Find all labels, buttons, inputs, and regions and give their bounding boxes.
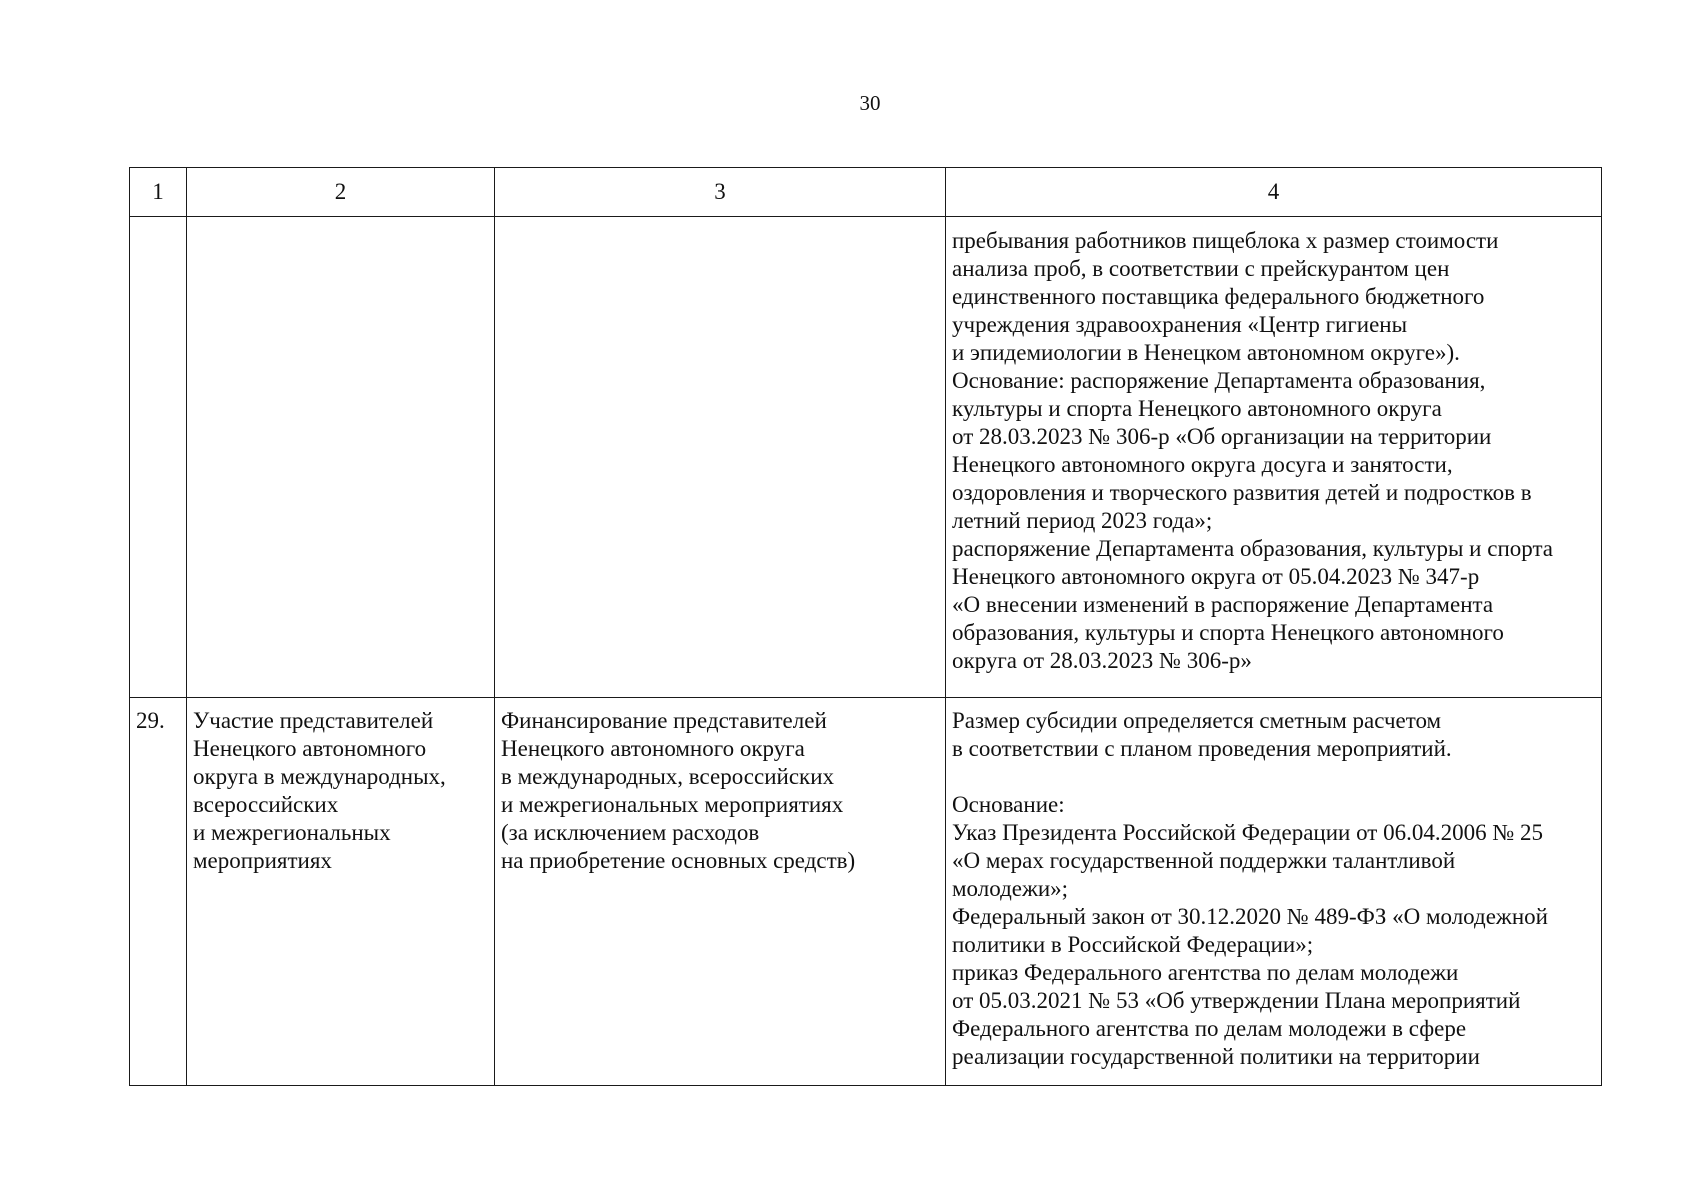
basis-text-line: от 05.03.2021 № 53 «Об утверждении Плана мероприятий bbox=[952, 988, 1521, 1013]
measure-name-line: Участие представителей bbox=[193, 708, 434, 733]
basis-cell bbox=[946, 217, 1602, 698]
basis-text-line: образования, культуры и спорта Ненецкого автономного bbox=[952, 620, 1504, 645]
basis-text-line: Основание: bbox=[952, 792, 1065, 817]
table-header-row bbox=[130, 168, 1602, 217]
measure-name-cell bbox=[187, 698, 495, 1086]
basis-text-line: единственного поставщика федерального бюджетного bbox=[952, 284, 1485, 309]
basis-text-line: распоряжение Департамента образования, культуры и спорта bbox=[952, 536, 1553, 561]
subsidy-text-line: в соответствии с планом проведения мероприятий. bbox=[952, 736, 1452, 761]
subsidy-text-line: Размер субсидии определяется сметным расчетом bbox=[952, 708, 1442, 733]
measure-direction-line: на приобретение основных средств) bbox=[501, 848, 856, 873]
basis-text-line: Указ Президента Российской Федерации от 06.04.2006 № 25 bbox=[952, 820, 1544, 845]
basis-text-line: и эпидемиологии в Ненецком автономном округе»). bbox=[952, 340, 1460, 365]
measure-name-line: Ненецкого автономного bbox=[193, 736, 427, 761]
row-number-cell: 29. bbox=[130, 698, 187, 1086]
basis-text-line: политики в Российской Федерации»; bbox=[952, 932, 1314, 957]
basis-text-line: Ненецкого автономного округа досуга и занятости, bbox=[952, 452, 1453, 477]
header-col-3: 3 bbox=[495, 168, 946, 217]
measure-direction-line: Финансирование представителей bbox=[501, 708, 827, 733]
basis-text-line: Федеральный закон от 30.12.2020 № 489-ФЗ «О молодежной bbox=[952, 904, 1548, 929]
basis-text-line: Ненецкого автономного округа от 05.04.2023 № 347-р bbox=[952, 564, 1480, 589]
basis-text-line: «О внесении изменений в распоряжение Департамента bbox=[952, 592, 1494, 617]
basis-text-line: «О мерах государственной поддержки талантливой bbox=[952, 848, 1456, 873]
basis-text-line: летний период 2023 года»; bbox=[952, 508, 1213, 533]
basis-text-line: приказ Федерального агентства по делам молодежи bbox=[952, 960, 1459, 985]
regulation-table bbox=[129, 167, 1602, 1086]
measure-direction-line: и межрегиональных мероприятиях bbox=[501, 792, 844, 817]
basis-text-line: оздоровления и творческого развития детей и подростков в bbox=[952, 480, 1532, 505]
header-col-4: 4 bbox=[946, 168, 1602, 217]
measure-name-cell bbox=[187, 217, 495, 698]
measure-name-line: всероссийских bbox=[193, 792, 339, 817]
measure-name-line: округа в международных, bbox=[193, 764, 446, 789]
basis-text-line: учреждения здравоохранения «Центр гигиены bbox=[952, 312, 1408, 337]
basis-text-line: Основание: распоряжение Департамента образования, bbox=[952, 368, 1486, 393]
header-col-1: 1 bbox=[130, 168, 187, 217]
measure-name-line: мероприятиях bbox=[193, 848, 332, 873]
measure-direction-cell bbox=[495, 698, 946, 1086]
basis-text-line: округа от 28.03.2023 № 306-р» bbox=[952, 648, 1252, 673]
measure-name-line: и межрегиональных bbox=[193, 820, 391, 845]
basis-text-line: от 28.03.2023 № 306-р «Об организации на территории bbox=[952, 424, 1492, 449]
paragraph-gap bbox=[952, 763, 1595, 791]
basis-text-line: пребывания работников пищеблока х размер стоимости bbox=[952, 228, 1499, 253]
page-number: 30 bbox=[859, 91, 881, 115]
measure-direction-line: в международных, всероссийских bbox=[501, 764, 835, 789]
measure-direction-line: Ненецкого автономного округа bbox=[501, 736, 805, 761]
measure-direction-cell bbox=[495, 217, 946, 698]
basis-text-line: анализа проб, в соответствии с прейскурантом цен bbox=[952, 256, 1450, 281]
basis-text-line: культуры и спорта Ненецкого автономного округа bbox=[952, 396, 1442, 421]
measure-direction-line: (за исключением расходов bbox=[501, 820, 760, 845]
basis-text-line: Федерального агентства по делам молодежи в сфере bbox=[952, 1016, 1467, 1041]
row-number-cell bbox=[130, 217, 187, 698]
table-row-29 bbox=[130, 698, 1602, 1086]
basis-text-line: молодежи»; bbox=[952, 876, 1069, 901]
basis-text-line: реализации государственной политики на территории bbox=[952, 1044, 1480, 1069]
header-col-2: 2 bbox=[187, 168, 495, 217]
table-row-continuation bbox=[130, 217, 1602, 698]
basis-cell bbox=[946, 698, 1602, 1086]
